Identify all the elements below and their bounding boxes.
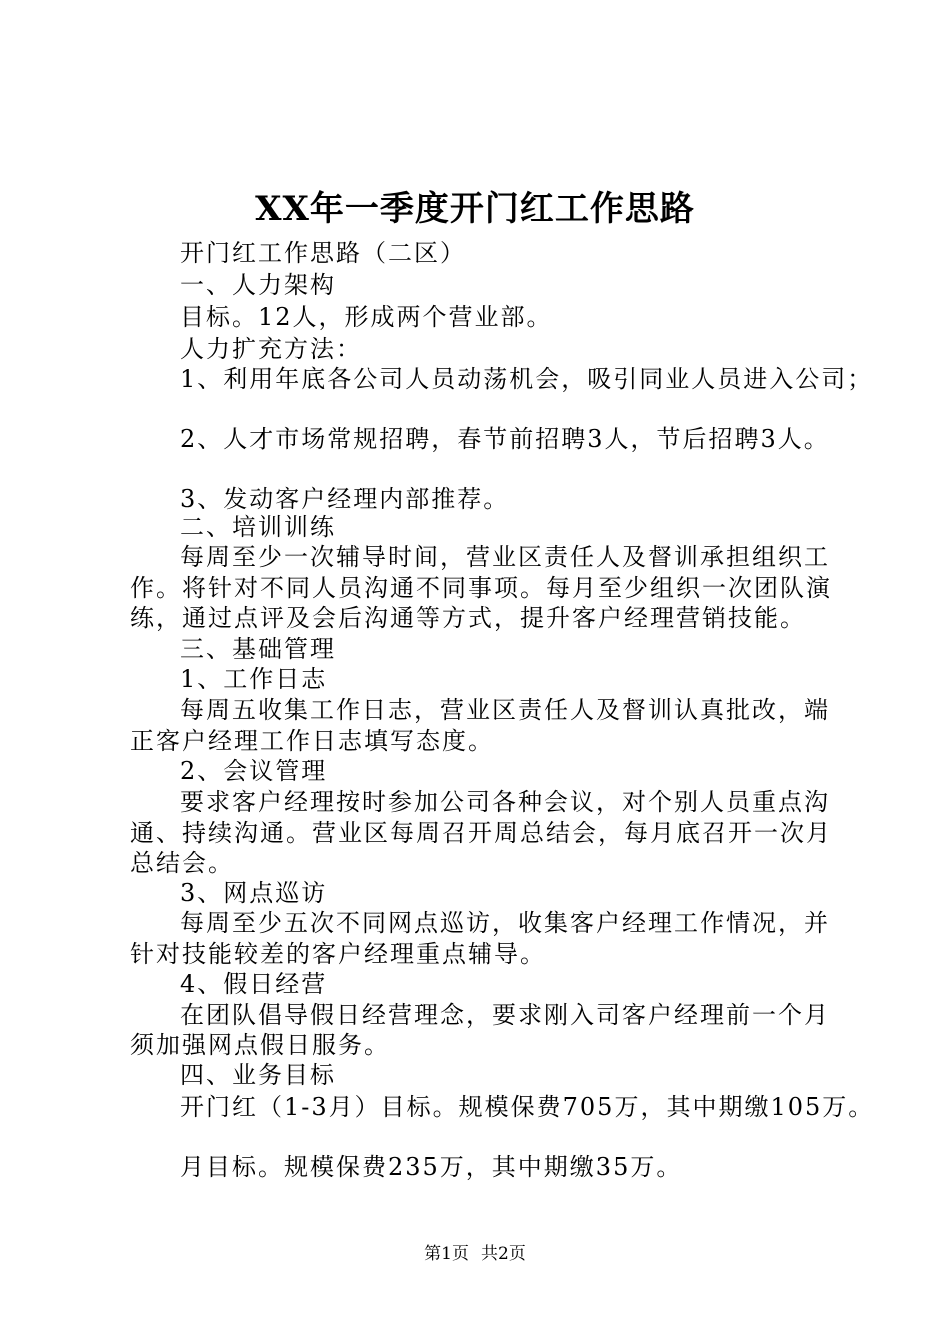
paragraph-line: 月目标。规模保费235万，其中期缴35万。 [180,1153,683,1181]
subtitle: 开门红工作思路（二区） [180,239,466,267]
section-heading: 一、人力架构 [180,271,336,299]
section-heading: 三、基础管理 [180,635,336,663]
list-item: 3、发动客户经理内部推荐。 [180,485,510,513]
page-footer [0,1242,950,1266]
paragraph-line: 每周至少一次辅导时间，营业区责任人及督训承担组织工 [180,543,830,571]
paragraph-line: 开门红（1-3月）目标。规模保费705万，其中期缴105万。 [180,1093,875,1121]
paragraph-line: 练，通过点评及会后沟通等方式，提升客户经理营销技能。 [130,604,806,632]
paragraph-line: 正客户经理工作日志填写态度。 [130,727,494,755]
paragraph-line: 总结会。 [130,849,234,877]
paragraph-line: 针对技能较差的客户经理重点辅导。 [130,940,546,968]
list-item: 1、利用年底各公司人员动荡机会，吸引同业人员进入公司； [180,365,874,393]
section-heading: 四、业务目标 [180,1061,336,1089]
subsection-heading: 1、工作日志 [180,665,328,693]
subsection-heading: 4、假日经营 [180,970,328,998]
paragraph-line: 要求客户经理按时参加公司各种会议，对个别人员重点沟 [180,788,830,816]
paragraph-line: 须加强网点假日服务。 [130,1031,390,1059]
page-total: 共2页 [481,1244,526,1264]
paragraph-line: 每周至少五次不同网点巡访，收集客户经理工作情况，并 [180,909,830,937]
paragraph-line: 通、持续沟通。营业区每周召开周总结会，每月底召开一次月 [130,819,832,847]
paragraph-line: 在团队倡导假日经营理念，要求刚入司客户经理前一个月 [180,1001,830,1029]
paragraph-line: 人力扩充方法： [180,335,362,363]
document-title: XX年一季度开门红工作思路 [255,189,695,229]
subsection-heading: 2、会议管理 [180,757,328,785]
paragraph-line: 每周五收集工作日志，营业区责任人及督训认真批改，端 [180,696,830,724]
subsection-heading: 3、网点巡访 [180,879,328,907]
section-heading: 二、培训训练 [180,513,336,541]
page-number: 第1页 [424,1244,469,1264]
paragraph-line: 作。将针对不同人员沟通不同事项。每月至少组织一次团队演 [130,574,832,602]
list-item: 2、人才市场常规招聘，春节前招聘3人，节后招聘3人。 [180,425,830,453]
paragraph-line: 目标。12人，形成两个营业部。 [180,303,553,331]
